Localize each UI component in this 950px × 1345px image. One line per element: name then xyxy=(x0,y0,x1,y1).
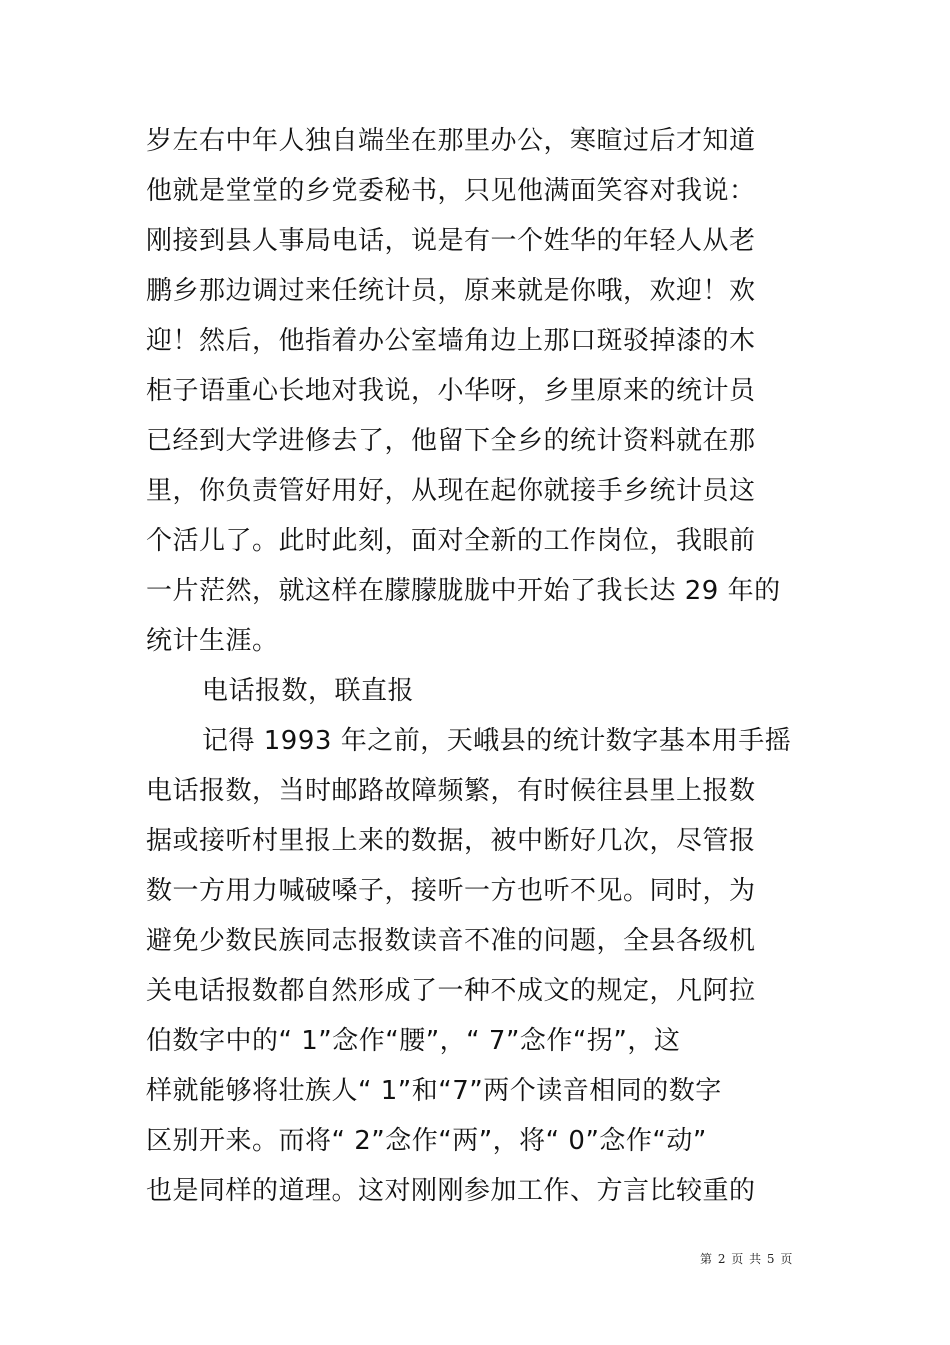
text-line: 电话报数，当时邮路故障频繁，有时候往县里上报数 xyxy=(146,776,756,806)
text-line: 迎！然后，他指着办公室墙角边上那口斑驳掉漆的木 xyxy=(146,326,756,356)
section-heading: 电话报数，联直报 xyxy=(202,676,415,706)
text-line: 他就是堂堂的乡党委秘书，只见他满面笑容对我说： xyxy=(146,176,756,206)
document-body xyxy=(146,116,816,1216)
text-line: 里，你负责管好用好，从现在起你就接手乡统计员这 xyxy=(146,476,756,506)
text-line: 数一方用力喊破嗓子，接听一方也听不见。同时，为 xyxy=(146,876,756,906)
text-line: 避免少数民族同志报数读音不准的问题，全县各级机 xyxy=(146,926,756,956)
text-line: 岁左右中年人独自端坐在那里办公，寒暄过后才知道 xyxy=(146,126,756,156)
text-line: 柜子语重心长地对我说，小华呀，乡里原来的统计员 xyxy=(146,376,756,406)
text-line: 伯数字中的“ 1”念作“腰”，“ 7”念作“拐”，这 xyxy=(146,1026,681,1056)
text-line: 也是同样的道理。这对刚刚参加工作、方言比较重的 xyxy=(146,1176,756,1206)
text-line: 关电话报数都自然形成了一种不成文的规定，凡阿拉 xyxy=(146,976,756,1006)
page-number-footer: 第 2 页 共 5 页 xyxy=(700,1252,794,1266)
text-line: 鹏乡那边调过来任统计员，原来就是你哦，欢迎！欢 xyxy=(146,276,756,306)
text-line: 已经到大学进修去了，他留下全乡的统计资料就在那 xyxy=(146,426,756,456)
text-line: 区别开来。而将“ 2”念作“两”，将“ 0”念作“动” xyxy=(146,1126,707,1156)
text-line: 刚接到县人事局电话，说是有一个姓华的年轻人从老 xyxy=(146,226,756,256)
text-line: 记得 1993 年之前，天峨县的统计数字基本用手摇 xyxy=(202,726,792,756)
text-line: 统计生涯。 xyxy=(146,626,279,656)
text-line: 个活儿了。此时此刻，面对全新的工作岗位，我眼前 xyxy=(146,526,756,556)
text-line: 样就能够将壮族人“ 1”和“7”两个读音相同的数字 xyxy=(146,1076,722,1106)
text-line: 据或接听村里报上来的数据，被中断好几次，尽管报 xyxy=(146,826,756,856)
text-line: 一片茫然，就这样在朦朦胧胧中开始了我长达 29 年的 xyxy=(146,576,781,606)
